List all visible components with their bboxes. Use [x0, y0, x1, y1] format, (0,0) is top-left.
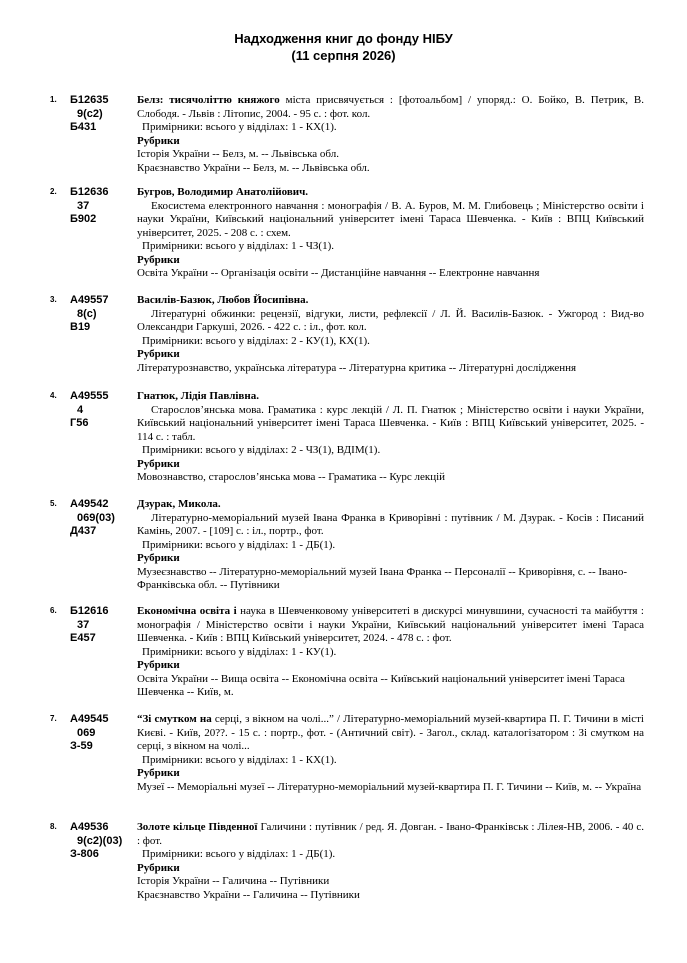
classification-code: 9(с2)(03)	[77, 834, 123, 847]
entry-copies: Примірники: всього у відділах: 2 - ЧЗ(1), ВДІМ(1).	[142, 444, 381, 456]
author-mark: З-59	[70, 740, 93, 752]
entry-text: Екосистема електронного навчання : монографія / В. А. Буров, М. М. Глибовець ; Міністерство освіти і науки України, Київський національний університет імені Тараса Шевченка. - Київ : ВПЦ Київський університет, 2025. - 208 с. : схем.	[137, 199, 644, 239]
entry-codes	[70, 713, 134, 754]
entry-body	[137, 498, 644, 593]
entry-heading: Бугров, Володимир Анатолійович.	[137, 186, 309, 198]
inventory-code: А49557	[70, 294, 109, 306]
entry-copies: Примірники: всього у відділах: 1 - ЧЗ(1).	[142, 240, 335, 252]
inventory-code: Б12636	[70, 186, 109, 198]
entry-description	[137, 605, 644, 646]
classification-code: 4	[77, 403, 84, 416]
rubric-line: Літературознавство, українська література -- Літературна критика -- Літературні дослідження	[137, 361, 577, 374]
entry-codes	[70, 94, 134, 135]
entry-heading: Белз: тисячоліттю княжого	[137, 94, 280, 106]
rubric-line: Освіта України -- Організація освіти -- Дистанційне навчання -- Електронне навчання	[137, 267, 540, 279]
entry-body	[137, 713, 644, 794]
entry-heading: Дзурак, Микола.	[137, 498, 221, 510]
entry-text: Галичини : путівник / ред. Я. Довган. - Івано-Франківськ : Лілея-НВ, 2006. - 40 с. : фот.	[137, 821, 644, 847]
entry-number: 6.	[50, 606, 57, 615]
entry-heading: “Зі смутком на	[137, 713, 212, 725]
rubrics-label: Рубрики	[137, 552, 180, 564]
entry-text: Літературно-меморіальний музей Івана Франка в Криворівні : путівник / М. Дзурак. - Косів : Писаний Камінь, 2007. - [109] с. : іл., портр., фот.	[137, 511, 644, 537]
author-mark: Б431	[70, 121, 97, 133]
entry-copies: Примірники: всього у відділах: 1 - ДБ(1).	[142, 538, 336, 551]
rubrics-label: Рубрики	[137, 861, 180, 874]
entry-copies: Примірники: всього у відділах: 1 - КХ(1).	[142, 121, 337, 133]
entry-number: 8.	[50, 822, 57, 831]
entry-text: Старослов’янська мова. Граматика : курс лекцій / Л. П. Гнатюк ; Міністерство освіти і науки України, Київський національний університет імені Тараса Шевченка. - Київ : ВПЦ Київський університет, 2025. - 114 с. : табл.	[137, 403, 644, 443]
inventory-code: А49555	[70, 390, 109, 402]
entry-number: 5.	[50, 499, 57, 508]
classification-code: 37	[77, 199, 90, 212]
inventory-code: А49545	[70, 713, 109, 725]
entry-heading: Золоте кільце Південної	[137, 821, 258, 833]
entry-body	[137, 605, 644, 700]
entry-description	[137, 404, 644, 445]
rubric-line: Освіта України -- Вища освіта -- Економічна освіта -- Київський національний університет імені Тараса Шевченка -- Київ, м.	[137, 672, 625, 698]
entry-body	[137, 821, 644, 902]
entry-body	[137, 94, 644, 175]
entry-heading: Економічна освіта і	[137, 605, 237, 617]
entry-codes	[70, 821, 134, 862]
entry-body	[137, 294, 644, 375]
entry-copies: Примірники: всього у відділах: 1 - КУ(1).	[142, 645, 337, 658]
entry-copies: Примірники: всього у відділах: 1 - КХ(1).	[142, 753, 337, 766]
rubrics-label: Рубрики	[137, 134, 180, 147]
entry-description	[137, 94, 644, 121]
rubric-line: Музеї -- Меморіальні музеї -- Літературно-меморіальний музей-квартира П. Г. Тичини -- Київ, м. -- Україна	[137, 780, 642, 793]
entry-copies: Примірники: всього у відділах: 1 - ДБ(1).	[142, 848, 336, 860]
entry-codes	[70, 294, 134, 335]
author-mark: В19	[70, 321, 91, 333]
entry-body	[137, 390, 644, 485]
author-mark: Б902	[70, 213, 97, 225]
entry-description	[137, 308, 644, 335]
entry-heading: Василів-Базюк, Любов Йосипівна.	[137, 294, 309, 306]
author-mark: Е457	[70, 632, 96, 644]
entry-text: наука в Шевченковому університеті в дискурсі минувшини, сучасності та майбуття : монографія / Міністерство освіти і науки України, Київський національний університет імені Тараса Шевченка. - Київ : ВПЦ Київський університет, 2024. - 478 с. : фот.	[137, 605, 644, 644]
entry-codes	[70, 186, 134, 227]
inventory-code: Б12635	[70, 94, 109, 106]
entry-body	[137, 186, 644, 281]
entry-text: міста присвячується : [фотоальбом] / упоряд.: О. Бойко, В. Петрик, В. Слободя. - Львів : Літопис, 2004. - 95 с. : фот. кол.	[137, 94, 644, 120]
entry-number: 4.	[50, 391, 57, 400]
entry-codes	[70, 605, 134, 646]
entry-codes	[70, 498, 134, 539]
classification-code: 37	[77, 618, 90, 631]
rubric-line: Мовознавство, старослов’янська мова -- Граматика -- Курс лекцій	[137, 471, 446, 483]
entry-description	[137, 200, 644, 241]
classification-code: 069	[77, 726, 96, 739]
entry-copies: Примірники: всього у відділах: 2 - КУ(1), КХ(1).	[142, 334, 370, 347]
author-mark: Д437	[70, 525, 97, 537]
entry-number: 7.	[50, 714, 57, 723]
entry-text: серці, з вікном на чолі...” / Літературно-меморіальний музей-квартира П. Г. Тичини в місті Києві. - Київ, 20??. - 15 с. : портр., фот. - (Античний світ). - Загол., склад. каталогізатором : Зі смутком на серці, з вікном на чолі...	[137, 713, 644, 752]
entry-text: Літературні обжинки: рецензії, відгуки, листи, рефлексії / Л. Й. Василів-Базюк. - Ужгород : Вид-во Олександри Гаркуші, 2026. - 422 с. : іл., фот. кол.	[137, 307, 644, 333]
entry-number: 3.	[50, 295, 57, 304]
rubrics-label: Рубрики	[137, 659, 180, 671]
page-title-text: Надходження книг до фонду НІБУ	[234, 31, 453, 46]
rubrics-label: Рубрики	[137, 253, 180, 266]
rubric-line: Музеєзнавство -- Літературно-меморіальний музей Івана Франка -- Персоналії -- Криворівня, с. -- Івано-Франківська обл. -- Путівники	[137, 565, 628, 591]
classification-code: 069(03)	[77, 511, 115, 524]
entry-description	[137, 713, 644, 754]
rubric-line: Краєзнавство України -- Белз, м. -- Львівська обл.	[137, 161, 370, 174]
page-title-date: (11 серпня 2026)	[291, 48, 396, 63]
rubric-line: Історія України -- Галичина -- Путівники	[137, 875, 330, 887]
rubrics-label: Рубрики	[137, 457, 180, 470]
author-mark: Г56	[70, 417, 89, 429]
entry-number: 1.	[50, 95, 57, 104]
entry-description	[137, 821, 644, 848]
classification-code: 8(с)	[77, 307, 97, 320]
entry-description	[137, 512, 644, 539]
entry-codes	[70, 390, 134, 431]
entry-heading: Гнатюк, Лідія Павлівна.	[137, 390, 259, 402]
page-title	[0, 30, 687, 64]
classification-code: 9(с2)	[77, 107, 103, 120]
rubric-line: Краєзнавство України -- Галичина -- Путівники	[137, 888, 360, 901]
rubrics-label: Рубрики	[137, 767, 180, 779]
inventory-code: А49536	[70, 821, 109, 833]
author-mark: З-806	[70, 848, 99, 860]
entry-number: 2.	[50, 187, 57, 196]
inventory-code: Б12616	[70, 605, 109, 617]
rubrics-label: Рубрики	[137, 348, 180, 360]
rubric-line: Історія України -- Белз, м. -- Львівська обл.	[137, 148, 339, 160]
inventory-code: А49542	[70, 498, 109, 510]
